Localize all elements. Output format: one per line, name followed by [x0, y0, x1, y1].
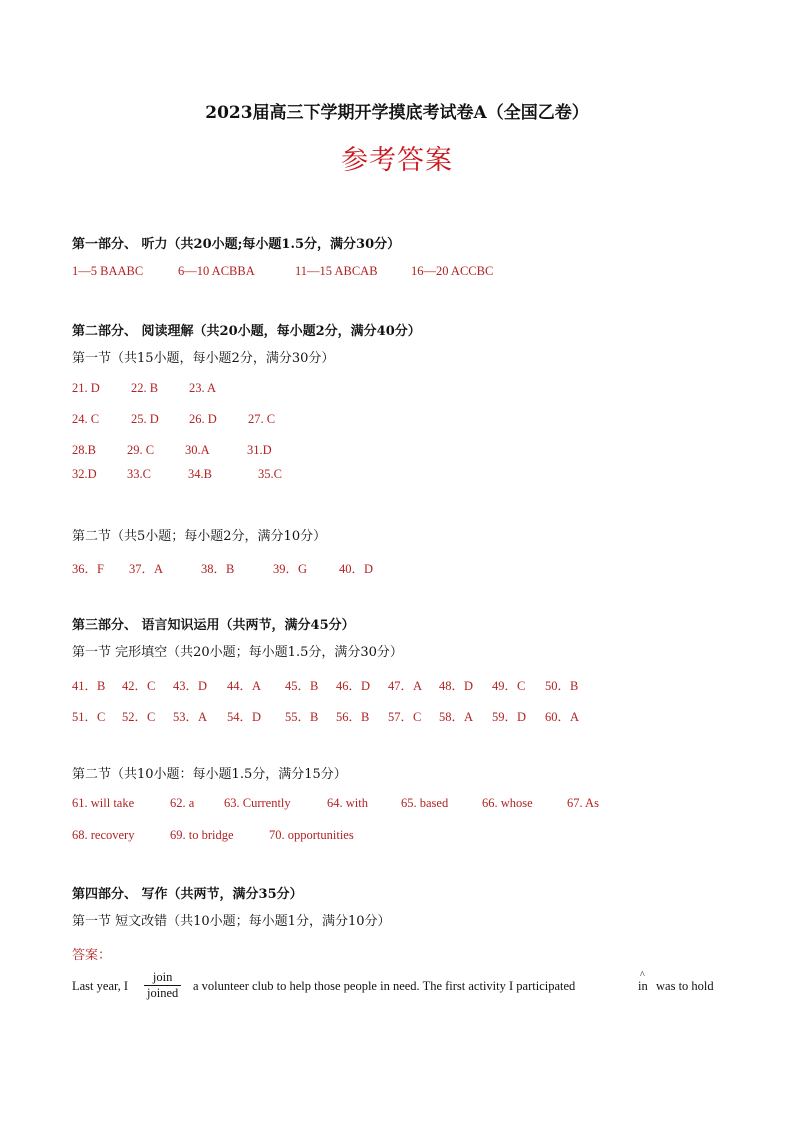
answer-item: 60．A [545, 710, 580, 724]
answer-item: 22. B [131, 381, 159, 395]
answer-item: 53．A [173, 710, 208, 724]
answer-group: 6—10 ACBBA [178, 264, 255, 278]
answer-item: 64. with [327, 796, 368, 810]
answer-item: 54．D [227, 710, 262, 724]
part2-section1-heading: 第一节（共15小题，每小题2分，满分30分） [72, 351, 335, 366]
correction-fraction [144, 970, 181, 1001]
answer-item: 66. whose [482, 796, 533, 810]
insert-caret-icon: ^ [640, 970, 645, 981]
answer-item: 48．D [439, 679, 474, 693]
answer-item: 28.B [72, 443, 96, 457]
answer-item: 56．B [336, 710, 370, 724]
answer-item: 70. opportunities [269, 828, 354, 842]
part3-section1-heading: 第一节 完形填空（共20小题；每小题1.5分，满分30分） [72, 645, 403, 660]
answer-item: 45．B [285, 679, 319, 693]
answer-item: 25. D [131, 412, 159, 426]
answer-item: 27. C [248, 412, 276, 426]
answer-item: 58．A [439, 710, 474, 724]
essay-text: was to hold [656, 979, 714, 993]
answer-item: 68. recovery [72, 828, 135, 842]
answer-group: 11—15 ABCAB [295, 264, 378, 278]
wrong-word: join [144, 970, 181, 986]
part2-heading: 第二部分、 阅读理解（共20小题，每小题2分，满分40分） [72, 324, 421, 339]
answer-item: 49．C [492, 679, 526, 693]
part4-heading: 第四部分、 写作（共两节，满分35分） [72, 887, 303, 902]
answer-item: 51．C [72, 710, 106, 724]
answer-item: 40．D [339, 562, 374, 576]
essay-text: Last year, I [72, 979, 129, 993]
part2-section2-heading: 第二节（共5小题；每小题2分，满分10分） [72, 529, 327, 544]
answer-group: 1—5 BAABC [72, 264, 144, 278]
answer-item: 37．A [129, 562, 164, 576]
part1-heading: 第一部分、 听力（共20小题;每小题1.5分，满分30分） [72, 237, 401, 252]
answer-item: 34.B [188, 467, 212, 481]
answer-item: 50．B [545, 679, 579, 693]
answer-item: 67. As [567, 796, 599, 810]
answer-item: 46．D [336, 679, 371, 693]
answer-group: 16—20 ACCBC [411, 264, 494, 278]
answer-item: 26. D [189, 412, 217, 426]
answer-item: 41．B [72, 679, 106, 693]
answer-item: 36．F [72, 562, 104, 576]
answer-item: 44．A [227, 679, 262, 693]
answer-label: 答案： [72, 948, 112, 963]
answer-item: 57．C [388, 710, 422, 724]
part3-heading: 第三部分、 语言知识运用（共两节，满分45分） [72, 618, 355, 633]
part3-section2-heading: 第二节（共10小题：每小题1.5分，满分15分） [72, 767, 347, 782]
answer-item: 33.C [127, 467, 151, 481]
answer-item: 29. C [127, 443, 155, 457]
answer-item: 61. will take [72, 796, 135, 810]
answer-item: 52．C [122, 710, 156, 724]
answer-item: 59．D [492, 710, 527, 724]
answer-item: 39．G [273, 562, 308, 576]
answer-item: 38．B [201, 562, 235, 576]
answer-item: 21. D [72, 381, 100, 395]
answer-item: 42．C [122, 679, 156, 693]
answer-item: 62. a [170, 796, 195, 810]
inserted-word: in [638, 979, 648, 993]
answer-item: 55．B [285, 710, 319, 724]
answer-item: 31.D [247, 443, 272, 457]
answer-item: 69. to bridge [170, 828, 234, 842]
answer-item: 32.D [72, 467, 97, 481]
answer-item: 23. A [189, 381, 217, 395]
answer-item: 65. based [401, 796, 449, 810]
document-title: 2023届高三下学期开学摸底考试卷A（全国乙卷） [205, 103, 589, 123]
answer-item: 43．D [173, 679, 208, 693]
answer-item: 24. C [72, 412, 100, 426]
answer-item: 47．A [388, 679, 423, 693]
document-subtitle: 参考答案 [341, 145, 453, 176]
essay-text: a volunteer club to help those people in need. The first activity I participated [193, 979, 576, 993]
answer-item: 35.C [258, 467, 282, 481]
corrected-word: joined [147, 986, 179, 1000]
part4-section1-heading: 第一节 短文改错（共10小题；每小题1分，满分10分） [72, 914, 391, 929]
essay-line [72, 970, 732, 1010]
answer-item: 63. Currently [224, 796, 291, 810]
answer-item: 30.A [185, 443, 210, 457]
